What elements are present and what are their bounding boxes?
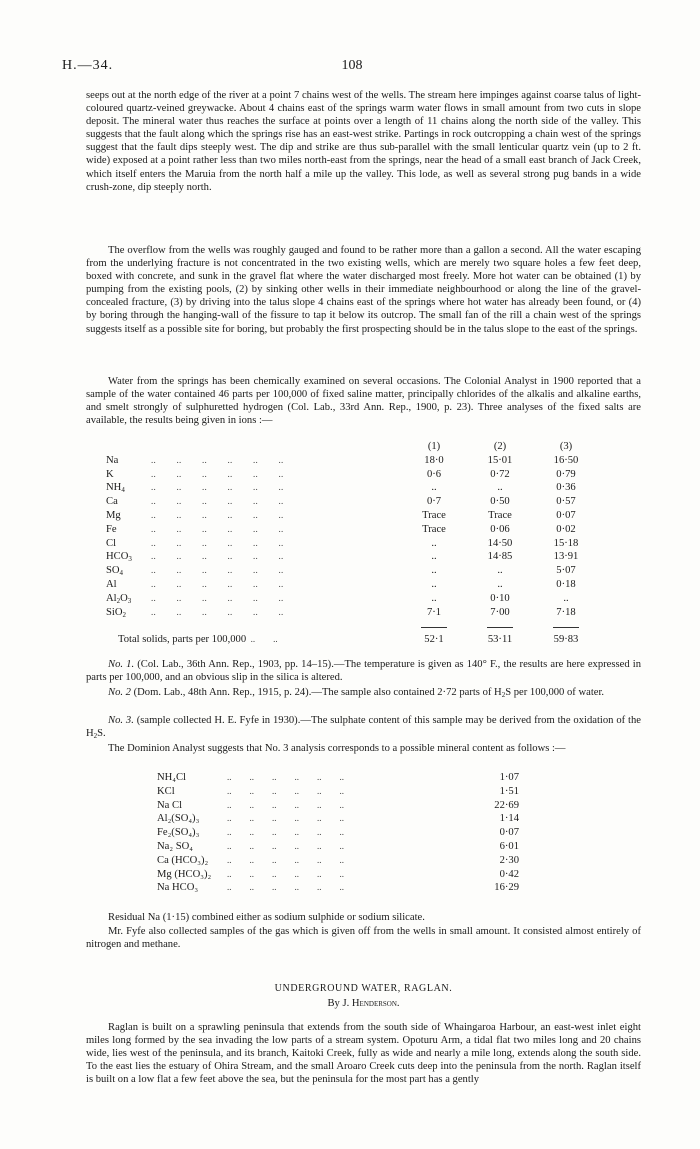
cell-value: 16·50: [553, 454, 579, 466]
cell-value: 0·10: [490, 592, 510, 604]
cell-value: ..: [431, 482, 437, 494]
table-row: Cl .. .. .. .. .. .. .. 14·50 15·18: [106, 537, 599, 551]
compound-name: Mg (HCO₃)₂: [157, 868, 212, 880]
page-number: 108: [341, 58, 363, 73]
compound-name: Fe₂(SO₄)₃: [157, 827, 200, 839]
table-row: Mg .. .. .. .. .. .. Trace Trace 0·07: [106, 509, 599, 523]
paragraph-analyses: Water from the springs has been chemically examined on several occasions. The Colonial Analyst in 1900 reported that a sample of the water contained 46 parts per 100,000 of fixed saline matter, principally chlorides of the alkalis and alkaline earths, and smelt strongly of sulphuretted hydrogen (Col. Lab., 33rd Ann. Rep., 1900, p. 23). Three analyses of the fixed salts are available, the results being given in ions :—: [86, 376, 641, 427]
ion-label: Na: [106, 454, 119, 466]
total-label: Total solids, parts per 100,000: [118, 634, 247, 646]
table-row: Ca (HCO₃)₂ .. .. .. .. .. .. 2·30: [157, 854, 519, 866]
cell-value: 0·36: [556, 482, 576, 494]
table-row: NH₄Cl .. .. .. .. .. .. 1·07: [157, 772, 519, 783]
compound-name: KCl: [157, 785, 175, 797]
note-2: No. 2 (Dom. Lab., 48th Ann. Rep., 1915, p. 24).—The sample also contained 2·72 parts of $H_2S$ per 100,000 of water.: [108, 687, 605, 699]
table-row: Fe .. .. .. .. .. .. Trace 0·06 0·02: [106, 523, 599, 537]
cell-value: 0·02: [556, 523, 576, 535]
compound-name: NH₄Cl: [157, 772, 187, 783]
table-row: KCl .. .. .. .. .. .. 1·51: [157, 785, 519, 797]
table-row: $Al_2O_3$ .. .. .. .. .. .. .. 0·10 ..: [106, 592, 599, 606]
column-header: (2): [493, 441, 507, 452]
sum-rule: [487, 627, 513, 628]
rule-row: [106, 619, 599, 633]
cell-value: ..: [497, 578, 503, 590]
paragraph-overflow: The overflow from the wells was roughly gauged and found to be rather more than a gallon a second. All the water escaping from the underlying fracture is not concentrated in the two existing wells, which are merely two square holes a few feet deep, boxed with concrete, and sunk in the gravel flat where the water discharged most freely. More hot water can be obtained (1) by pumping from the existing pools, (2) by sinking other wells in their immediate neighbourhood or along the line of the gravel-concealed fracture, (3) by driving into the talus slope 4 chains east of the springs where hot water has already been found, or (4) by boring through the hanging-wall of the fissure to tap it below its outcrop. The small fan of the rill a chain west of the springs suggests itself as a possible site for boring, but probably the first prospecting should be in the talus slope to the east of the springs.: [86, 245, 641, 335]
section-byline: By J. Henderson.: [327, 998, 400, 1009]
cell-value: Trace: [488, 509, 512, 521]
cell-value: 0·72: [490, 468, 510, 480]
note-1: No. 1. (Col. Lab., 36th Ann. Rep., 1903, pp. 14–15).—The temperature is given as 140° F., the results are here expressed in parts per 100,000, and an obvious slip in the silica is altered.: [86, 659, 642, 684]
cell-value: ..: [431, 537, 437, 549]
gas-note: Mr. Fyfe also collected samples of the gas which is given off from the wells in small amount. It consisted almost entirely of nitrogen and methane.: [86, 926, 641, 951]
ion-label: $HCO_3$: [106, 551, 132, 564]
cell-value: Trace: [422, 523, 446, 535]
ion-analysis-table: [106, 440, 599, 647]
ion-label: SiO$_2$: [106, 606, 126, 619]
cell-value: 0·57: [556, 496, 576, 508]
cell-value: 0·50: [490, 496, 510, 508]
column-header: (1): [427, 441, 441, 452]
total-value: 59·83: [553, 634, 579, 646]
total-value: 53·11: [487, 634, 513, 646]
ion-label: K: [106, 468, 114, 480]
ion-label: Ca: [106, 496, 118, 508]
cell-value: Trace: [422, 509, 446, 521]
cell-value: 0·07: [556, 509, 576, 521]
cell-value: ..: [563, 592, 569, 604]
residual-note: Residual Na (1·15) combined either as sodium sulphide or sodium silicate.: [108, 912, 425, 923]
cell-value: 18·0: [424, 454, 444, 466]
cell-value: 15·18: [553, 537, 579, 549]
cell-value: 0·06: [490, 523, 510, 535]
compound-name: Na HCO₃: [157, 882, 199, 894]
compound-value: 0·42: [499, 868, 519, 880]
compound-value: 1·51: [499, 785, 519, 797]
compound-value: 1·14: [499, 813, 519, 825]
compound-name: Al₂(SO₄)₃: [157, 813, 200, 825]
dominion-note: The Dominion Analyst suggests that No. 3 analysis corresponds to a possible mineral content as follows :—: [108, 743, 566, 754]
table-row: SiO$_2$ .. .. .. .. .. .. 7·1 7·00 7·18: [106, 606, 599, 620]
cell-value: ..: [497, 565, 503, 577]
page-header: [62, 58, 642, 74]
mineral-content-table: [157, 771, 519, 895]
table-row: $SO_4$ .. .. .. .. .. .. .. .. 5·07: [106, 564, 599, 578]
author-name: J. Henderson.: [342, 998, 400, 1009]
cell-value: 5·07: [556, 565, 576, 577]
table-row: Na Cl .. .. .. .. .. .. 22·69: [157, 799, 519, 811]
compound-value: 2·30: [499, 854, 519, 866]
table-row: $NH_4$ .. .. .. .. .. .. .. .. 0·36: [106, 481, 599, 495]
ion-label: $NH_4$: [106, 482, 125, 495]
cell-value: 7·18: [556, 606, 576, 618]
cell-value: 0·18: [556, 578, 576, 590]
cell-value: ..: [431, 551, 437, 563]
table-row: Fe₂(SO₄)₃ .. .. .. .. .. .. 0·07: [157, 827, 519, 839]
ion-label: Cl: [106, 537, 117, 549]
table-row: Al .. .. .. .. .. .. .. .. 0·18: [106, 578, 599, 592]
compound-name: Na Cl: [157, 799, 183, 811]
table-row: $HCO_3$ .. .. .. .. .. .. .. 14·85 13·91: [106, 550, 599, 564]
paragraph-fault: seeps out at the north edge of the river at a point 7 chains west of the wells. The stream here impinges against coarse talus of light-coloured quartz-veined greywacke. About 4 chains east of the springs warm water flows in small amount from two cuts in slope deposit. The mineral water thus reaches the surface at points over a length of 11 chains along the north side of the valley. This suggests that the fault along which the springs rise has an east-west strike. Partings in rock outcropping a chain west of the springs suggest that the fault dips steeply west. The dip and strike are thus sub-parallel with the small lenticular quartz vein (up to 2 ft. wide) exposed at a point rather less than two miles north-east from the springs, near the head of a small east branch of Jack Creek, which itself enters the Maruia from the north half a mile up the valley. This lode, as well as several strong pug bands in a wide crush-zone, dip steeply north.: [86, 90, 641, 193]
section-title: UNDERGROUND WATER, RAGLAN.: [274, 983, 453, 994]
ion-label: Fe: [106, 523, 117, 535]
cell-value: 7·00: [490, 606, 510, 618]
table-row: Ca .. .. .. .. .. .. 0·7 0·50 0·57: [106, 495, 599, 509]
ion-label: $SO_4$: [106, 565, 124, 578]
cell-value: ..: [431, 592, 437, 604]
compound-value: 6·01: [499, 840, 519, 852]
report-code: H.—34.: [62, 58, 114, 73]
table-row: Al₂(SO₄)₃ .. .. .. .. .. .. 1·14: [157, 813, 519, 825]
cell-value: 0·7: [426, 496, 442, 508]
table-row: Na HCO₃ .. .. .. .. .. .. 16·29: [157, 882, 519, 894]
cell-value: ..: [431, 578, 437, 590]
cell-value: 14·50: [487, 537, 513, 549]
sum-rule: [421, 627, 447, 628]
compound-value: 1·07: [499, 772, 519, 783]
total-row: Total solids, parts per 100,000 .. .. 52·1 53·11 59·83: [106, 633, 599, 647]
table-row: Mg (HCO₃)₂ .. .. .. .. .. .. 0·42: [157, 868, 519, 880]
ion-label: Mg: [106, 509, 121, 521]
ion-label: $Al_2O_3$: [106, 592, 132, 605]
table-header-row: [106, 440, 599, 454]
cell-value: 0·6: [426, 468, 442, 480]
paragraph-raglan: Raglan is built on a sprawling peninsula that extends from the south side of Whaingaroa Harbour, an east-west inlet eight miles long formed by the sea invading the low parts of a stream system. Opoturu Arm, a tidal flat two miles long and 20 chains wide, lies west of the peninsula, and its branch, Kaitoki Creek, fully as wide and nearly a mile long, extends along the south side. To the east lies the estuary of Ohira Stream, and the small Aroaro Creek cuts deep into the peninsula from the north. Raglan itself is built on a low flat a few feet above the sea, but the peninsula for the most part has a gently: [86, 1022, 641, 1086]
compound-name: Na₂ SO₄: [157, 840, 193, 852]
ion-label: Al: [106, 578, 117, 590]
cell-value: ..: [497, 482, 503, 494]
cell-value: 0·79: [556, 468, 576, 480]
cell-value: 7·1: [426, 606, 442, 618]
cell-value: ..: [431, 565, 437, 577]
table-row: Na₂ SO₄ .. .. .. .. .. .. 6·01: [157, 840, 519, 852]
table-row: K .. .. .. .. .. .. 0·6 0·72 0·79: [106, 468, 599, 482]
cell-value: 13·91: [553, 551, 579, 563]
compound-name: Ca (HCO₃)₂: [157, 854, 209, 866]
total-value: 52·1: [424, 634, 444, 646]
table-row: Na .. .. .. .. .. .. 18·0 15·01 16·50: [106, 454, 599, 468]
compound-value: 0·07: [499, 827, 519, 839]
cell-value: 14·85: [487, 551, 513, 563]
cell-value: 15·01: [487, 454, 513, 466]
sum-rule: [553, 627, 579, 628]
compound-value: 22·69: [494, 799, 519, 811]
compound-value: 16·29: [494, 882, 519, 894]
column-header: (3): [559, 441, 573, 452]
note-3: No. 3. (sample collected H. E. Fyfe in 1930).—The sulphate content of this sample may be derived from the oxidation of the $H_2S$.: [86, 715, 641, 741]
